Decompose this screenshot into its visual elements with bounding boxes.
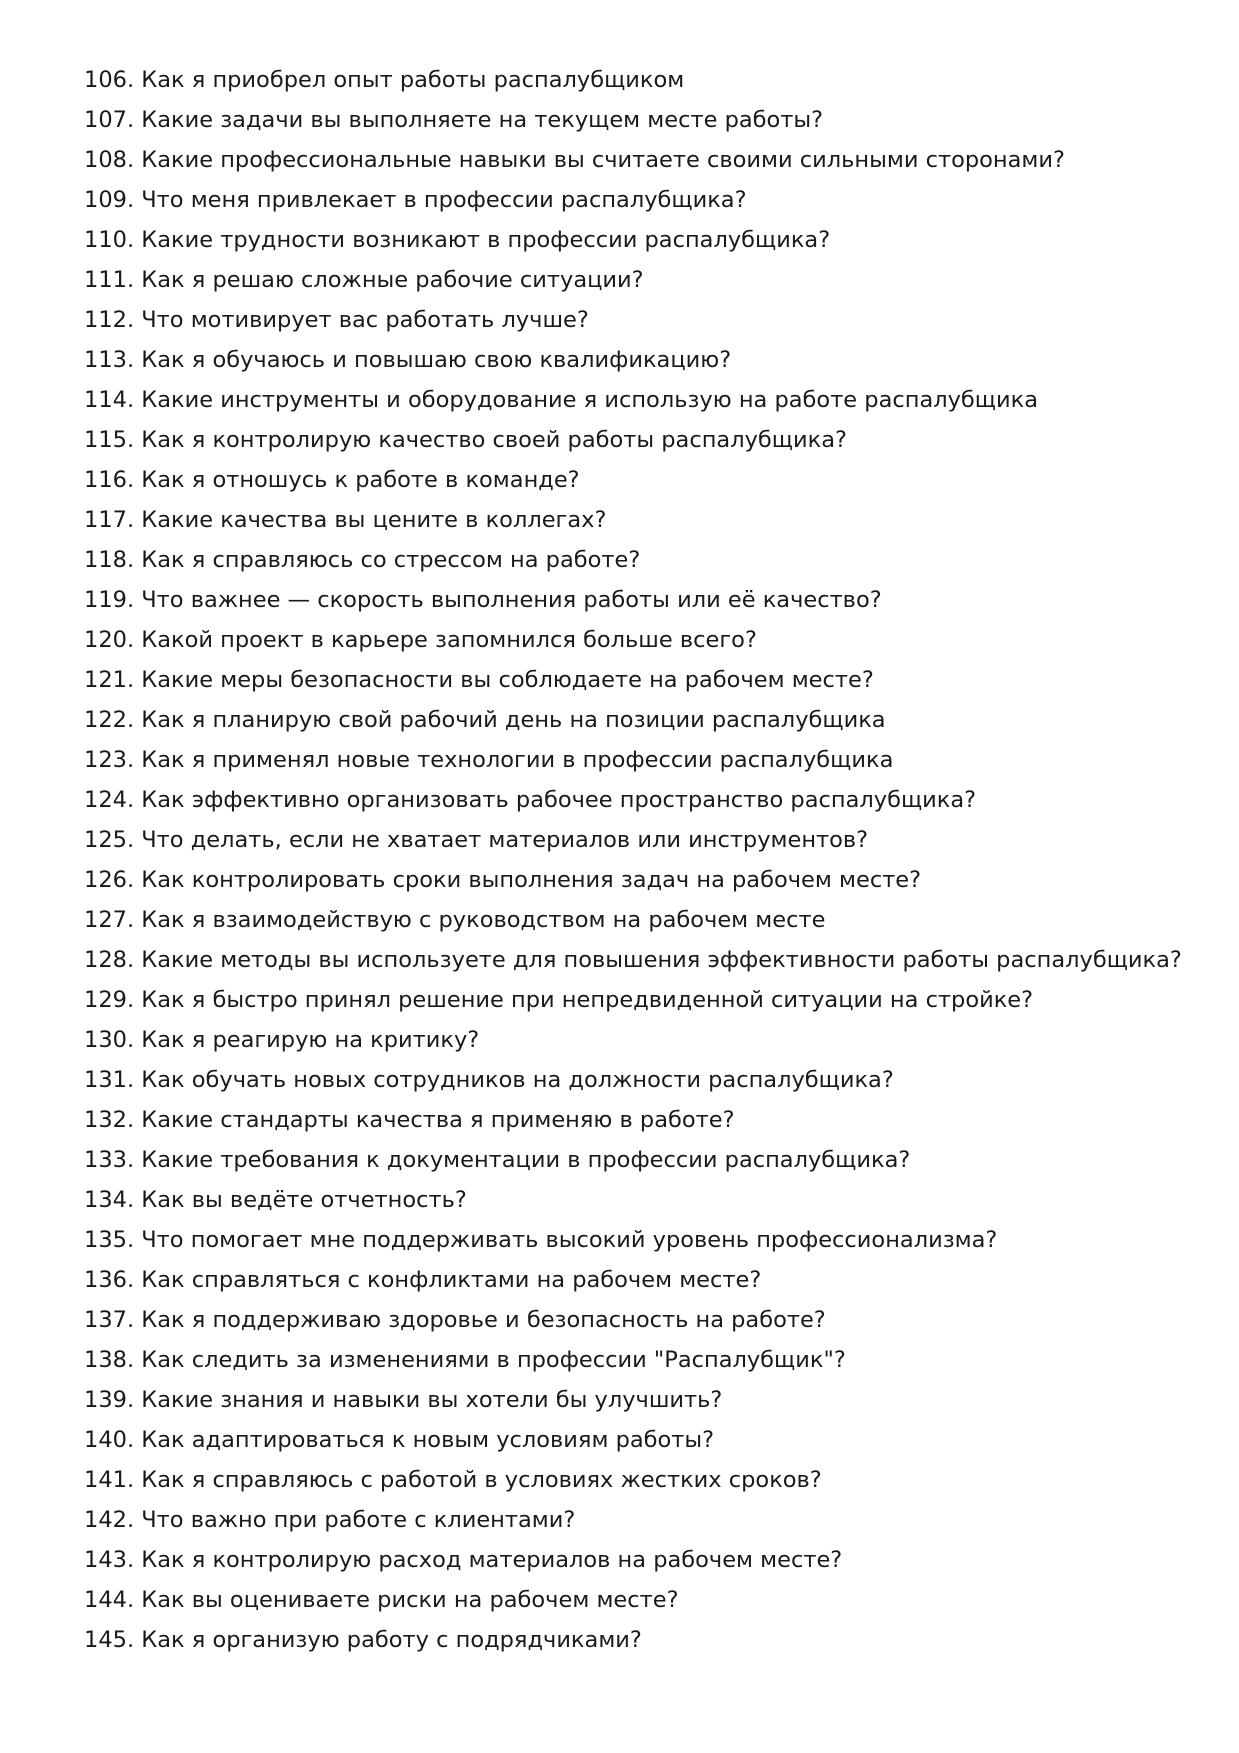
list-item: 126. Как контролировать сроки выполнения задач на рабочем месте? xyxy=(84,867,922,893)
list-item: 108. Какие профессиональные навыки вы считаете своими сильными сторонами? xyxy=(84,147,1065,173)
list-item: 110. Какие трудности возникают в профессии распалубщика? xyxy=(84,227,831,253)
list-item: 135. Что помогает мне поддерживать высокий уровень профессионализма? xyxy=(84,1227,998,1253)
list-item: 129. Как я быстро принял решение при непредвиденной ситуации на стройке? xyxy=(84,987,1034,1013)
list-item: 117. Какие качества вы цените в коллегах? xyxy=(84,507,607,533)
question-list xyxy=(84,60,1182,1660)
list-item: 111. Как я решаю сложные рабочие ситуации? xyxy=(84,267,644,293)
list-item: 107. Какие задачи вы выполняете на текущем месте работы? xyxy=(84,107,824,133)
list-item: 122. Как я планирую свой рабочий день на позиции распалубщика xyxy=(84,707,886,733)
list-item: 141. Как я справляюсь с работой в условиях жестких сроков? xyxy=(84,1467,822,1493)
list-item: 134. Как вы ведёте отчетность? xyxy=(84,1187,467,1213)
list-item: 133. Какие требования к документации в профессии распалубщика? xyxy=(84,1147,911,1173)
list-item: 119. Что важнее — скорость выполнения работы или её качество? xyxy=(84,587,882,613)
list-item: 132. Какие стандарты качества я применяю в работе? xyxy=(84,1107,735,1133)
list-item: 131. Как обучать новых сотрудников на должности распалубщика? xyxy=(84,1067,894,1093)
list-item: 120. Какой проект в карьере запомнился больше всего? xyxy=(84,627,757,653)
list-item: 128. Какие методы вы используете для повышения эффективности работы распалубщика? xyxy=(84,947,1182,973)
list-item: 140. Как адаптироваться к новым условиям работы? xyxy=(84,1427,715,1453)
list-item: 137. Как я поддерживаю здоровье и безопасность на работе? xyxy=(84,1307,826,1333)
list-item: 106. Как я приобрел опыт работы распалубщиком xyxy=(84,67,685,93)
list-item: 112. Что мотивирует вас работать лучше? xyxy=(84,307,589,333)
list-item: 142. Что важно при работе с клиентами? xyxy=(84,1507,576,1533)
list-item: 114. Какие инструменты и оборудование я использую на работе распалубщика xyxy=(84,387,1038,413)
list-item: 116. Как я отношусь к работе в команде? xyxy=(84,467,580,493)
list-item: 123. Как я применял новые технологии в профессии распалубщика xyxy=(84,747,894,773)
list-item: 145. Как я организую работу с подрядчиками? xyxy=(84,1627,642,1653)
list-item: 109. Что меня привлекает в профессии распалубщика? xyxy=(84,187,747,213)
list-item: 125. Что делать, если не хватает материалов или инструментов? xyxy=(84,827,869,853)
list-item: 115. Как я контролирую качество своей работы распалубщика? xyxy=(84,427,847,453)
list-item: 139. Какие знания и навыки вы хотели бы улучшить? xyxy=(84,1387,723,1413)
list-item: 113. Как я обучаюсь и повышаю свою квалификацию? xyxy=(84,347,732,373)
list-item: 130. Как я реагирую на критику? xyxy=(84,1027,480,1053)
list-item: 118. Как я справляюсь со стрессом на работе? xyxy=(84,547,641,573)
list-item: 144. Как вы оцениваете риски на рабочем месте? xyxy=(84,1587,679,1613)
list-item: 143. Как я контролирую расход материалов на рабочем месте? xyxy=(84,1547,843,1573)
list-item: 124. Как эффективно организовать рабочее пространство распалубщика? xyxy=(84,787,977,813)
list-item: 136. Как справляться с конфликтами на рабочем месте? xyxy=(84,1267,762,1293)
list-item: 138. Как следить за изменениями в профессии "Распалубщик"? xyxy=(84,1347,846,1373)
list-item: 121. Какие меры безопасности вы соблюдаете на рабочем месте? xyxy=(84,667,874,693)
list-item: 127. Как я взаимодействую с руководством на рабочем месте xyxy=(84,907,826,933)
